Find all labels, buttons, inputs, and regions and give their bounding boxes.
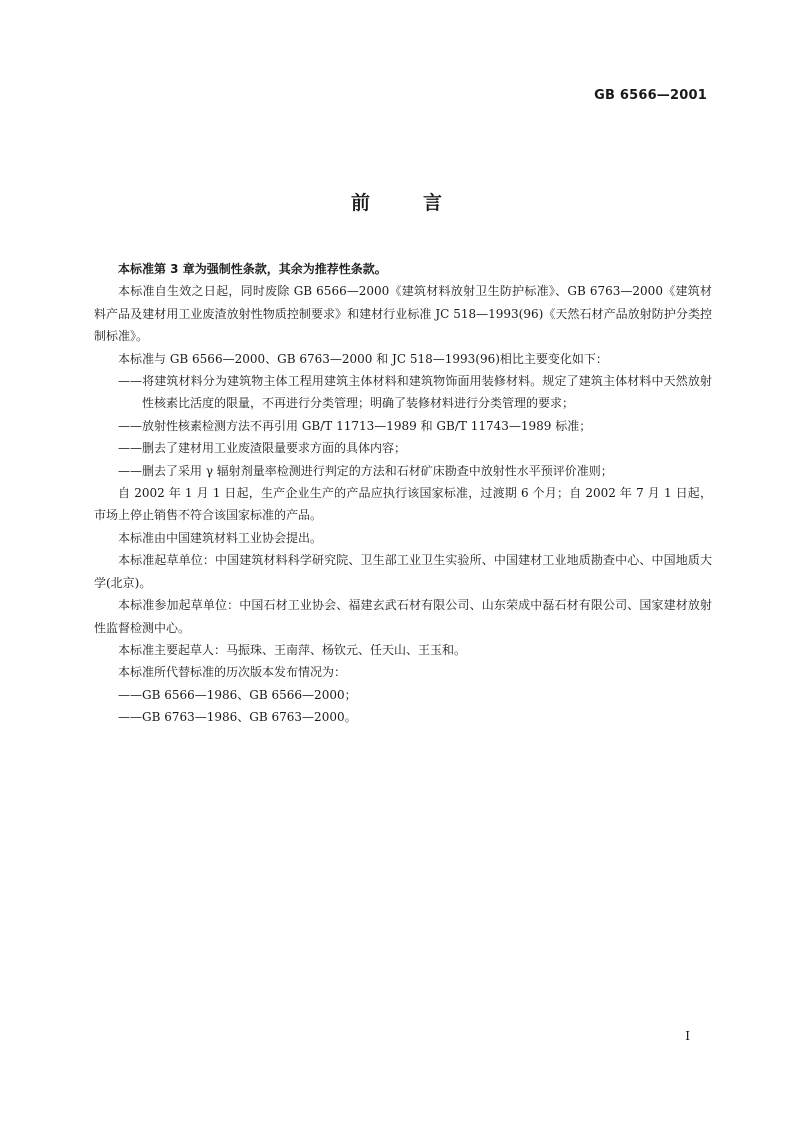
mandatory-clause-note: 本标准第 3 章为强制性条款，其余为推荐性条款。 — [118, 262, 387, 276]
change-item: ——放射性核素检测方法不再引用 GB/T 11713—1989 和 GB/T 11743—1989 标准； — [118, 418, 592, 433]
paragraph-participating-units: 本标准参加起草单位：中国石材工业协会、福建玄武石材有限公司、山东荣成中磊石材有限公司、国家建材放射性监督检测中心。 — [94, 598, 712, 635]
paragraph-replacement: 本标准自生效之日起，同时废除 GB 6566—2000《建筑材料放射卫生防护标准》、GB 6763—2000《建筑材料产品及建材用工业废渣放射性物质控制要求》和建材行业标准 JC 518—1993(96)《天然石材产品放射防护分类控制标准》。 — [94, 284, 712, 344]
history-item: ——GB 6763—1986、GB 6763—2000。 — [118, 710, 357, 725]
title-char-2: 言 — [423, 192, 444, 214]
change-item: ——将建筑材料分为建筑物主体工程用建筑主体材料和建筑物饰面用装修材料。规定了建筑主体材料中天然放射性核素比活度的限量，不再进行分类管理；明确了装修材料进行分类管理的要求； — [118, 374, 712, 411]
change-item: ——删去了采用 γ 辐射剂量率检测进行判定的方法和石材矿床勘查中放射性水平预评价准则； — [118, 463, 613, 478]
paragraph-history-intro: 本标准所代替标准的历次版本发布情况为： — [118, 665, 347, 680]
page-title — [0, 188, 794, 215]
paragraph-drafters: 本标准主要起草人：马振珠、王南萍、杨钦元、任天山、王玉和。 — [118, 642, 467, 657]
history-item: ——GB 6566—1986、GB 6566—2000； — [118, 687, 357, 702]
document-body — [94, 258, 712, 729]
paragraph-transition: 自 2002 年 1 月 1 日起，生产企业生产的产品应执行该国家标准，过渡期 6 个月；自 2002 年 7 月 1 日起，市场上停止销售不符合该国家标准的产品。 — [94, 486, 712, 523]
change-item: ——删去了建材用工业废渣限量要求方面的具体内容； — [118, 441, 407, 456]
paragraph-proposer: 本标准由中国建筑材料工业协会提出。 — [118, 530, 323, 545]
paragraph-drafting-units: 本标准起草单位：中国建筑材料科学研究院、卫生部工业卫生实验所、中国建材工业地质勘查中心、中国地质大学(北京)。 — [94, 553, 712, 590]
paragraph-changes-intro: 本标准与 GB 6566—2000、GB 6763—2000 和 JC 518—1993(96)相比主要变化如下： — [118, 351, 608, 366]
title-char-1: 前 — [350, 192, 371, 214]
standard-code: GB 6566—2001 — [594, 88, 707, 103]
page-number: I — [685, 1029, 690, 1043]
